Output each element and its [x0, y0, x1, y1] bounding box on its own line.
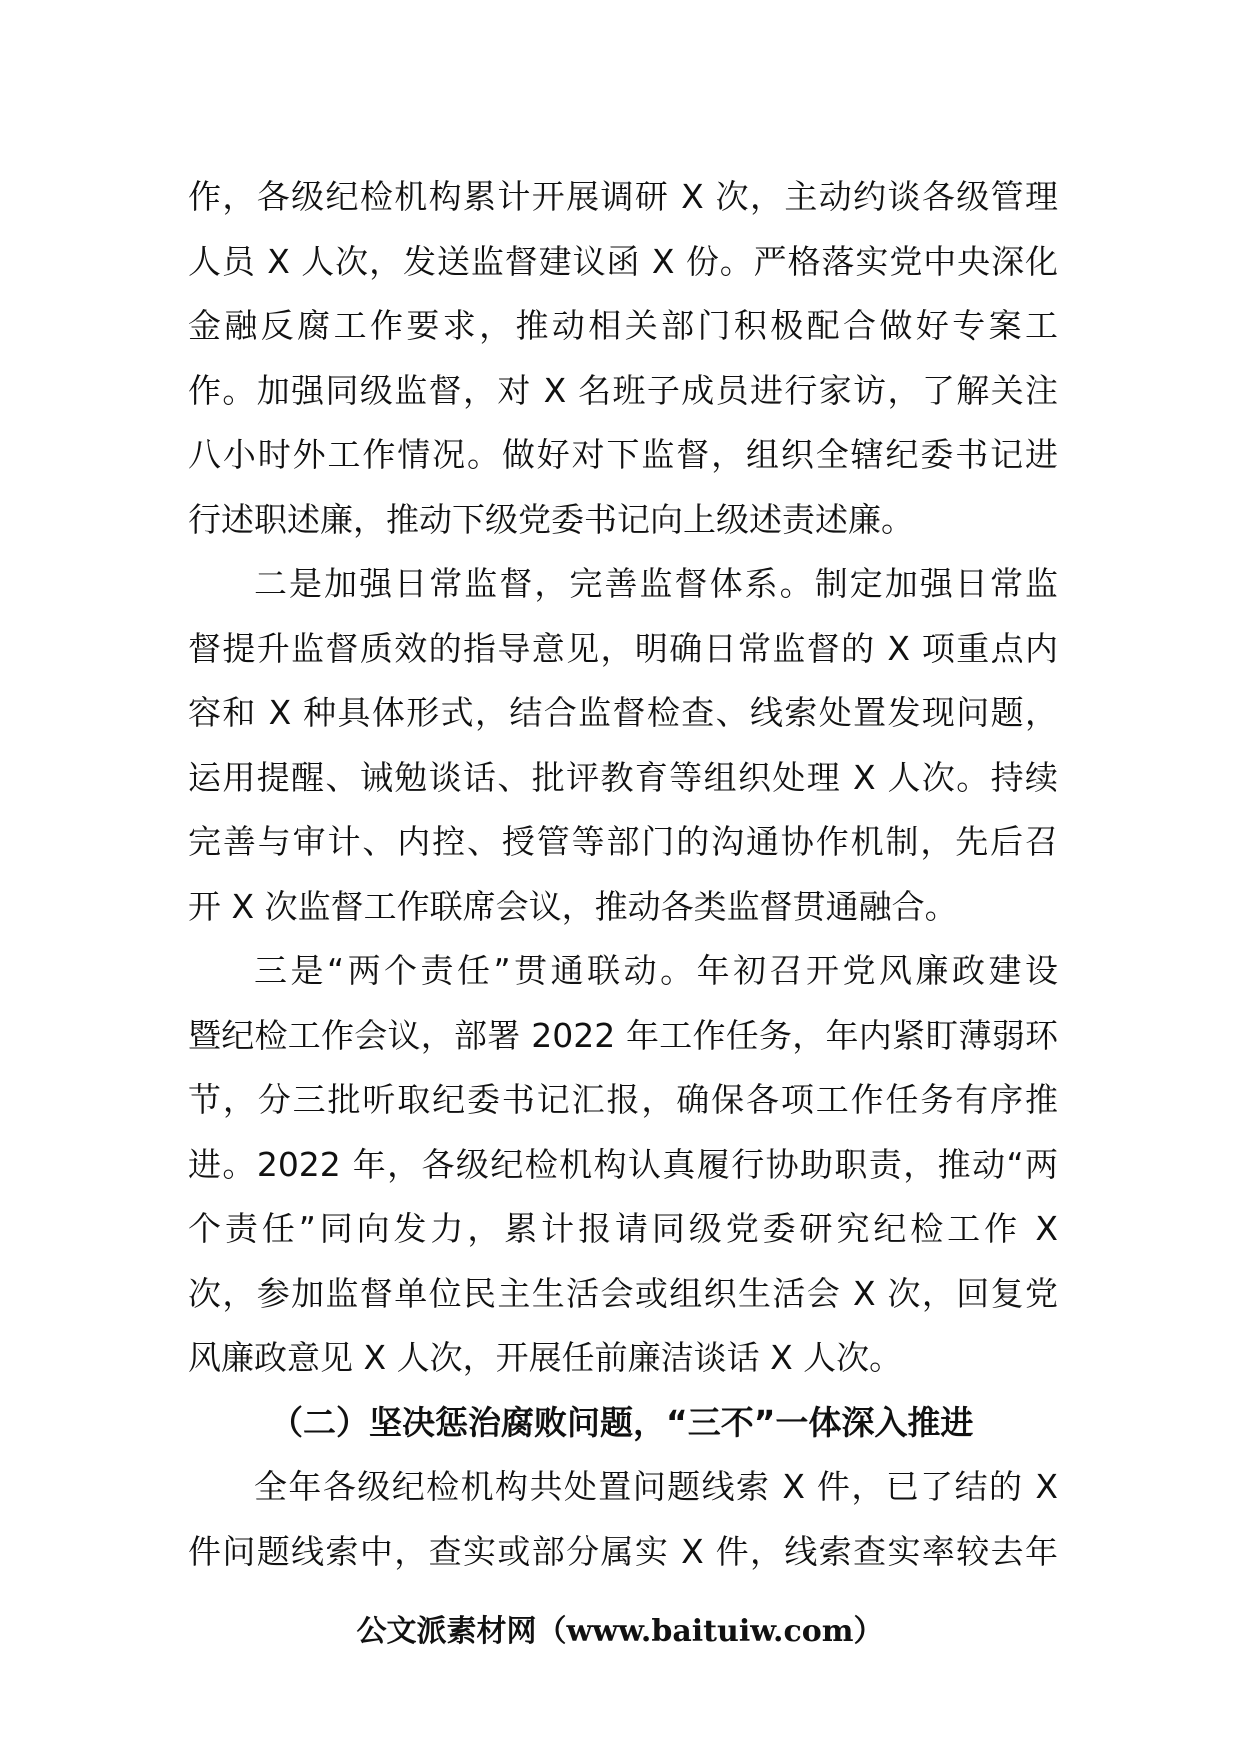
- paragraph-line: 次，参加监督单位民主生活会或组织生活会 X 次，回复党: [188, 1273, 1058, 1313]
- paragraph-line: 风廉政意见 X 人次，开展任前廉洁谈话 X 人次。: [188, 1338, 903, 1377]
- paragraph-line: 二是加强日常监督，完善监督体系。制定加强日常监: [254, 564, 1058, 603]
- paragraph-line: 金融反腐工作要求，推动相关部门积极配合做好专案工: [188, 306, 1058, 345]
- paragraph-line: 进。2022 年，各级纪检机构认真履行协助职责，推动“两: [188, 1144, 1058, 1184]
- paragraph-line: 运用提醒、诫勉谈话、批评教育等组织处理 X 人次。持续: [188, 757, 1058, 797]
- paragraph-line: 作。加强同级监督，对 X 名班子成员进行家访，了解关注: [188, 370, 1058, 410]
- document-body: [188, 165, 1058, 1584]
- paragraph-line: 节，分三批听取纪委书记汇报，确保各项工作任务有序推: [188, 1080, 1058, 1119]
- paragraph-line: 件问题线索中，查实或部分属实 X 件，线索查实率较去年: [188, 1531, 1058, 1571]
- paragraph-line: 个责任”同向发力，累计报请同级党委研究纪检工作 X: [188, 1209, 1058, 1248]
- paragraph-line: 开 X 次监督工作联席会议，推动各类监督贯通融合。: [188, 886, 958, 926]
- paragraph-line: 作，各级纪检机构累计开展调研 X 次，主动约谈各级管理: [188, 177, 1058, 216]
- paragraph-line: 三是“两个责任”贯通联动。年初召开党风廉政建设: [254, 951, 1058, 990]
- paragraph-line: 全年各级纪检机构共处置问题线索 X 件，已了结的 X: [254, 1467, 1058, 1506]
- footer-watermark: 公文派素材网（www.baituiw.com）: [356, 1614, 884, 1649]
- paragraph-line: 完善与审计、内控、授管等部门的沟通协作机制，先后召: [188, 822, 1058, 861]
- paragraph-line: 容和 X 种具体形式，结合监督检查、线索处置发现问题，: [188, 693, 1058, 732]
- paragraph-line: 人员 X 人次，发送监督建议函 X 份。严格落实党中央深化: [188, 241, 1058, 281]
- paragraph-line: 行述职述廉，推动下级党委书记向上级述责述廉。: [188, 499, 914, 539]
- paragraph-line: 暨纪检工作会议，部署 2022 年工作任务，年内紧盯薄弱环: [188, 1015, 1058, 1055]
- paragraph-line: 八小时外工作情况。做好对下监督，组织全辖纪委书记进: [188, 435, 1058, 474]
- section-heading: （二）坚决惩治腐败问题，“三不”一体深入推进: [270, 1402, 974, 1442]
- paragraph-line: 督提升监督质效的指导意见，明确日常监督的 X 项重点内: [188, 628, 1058, 668]
